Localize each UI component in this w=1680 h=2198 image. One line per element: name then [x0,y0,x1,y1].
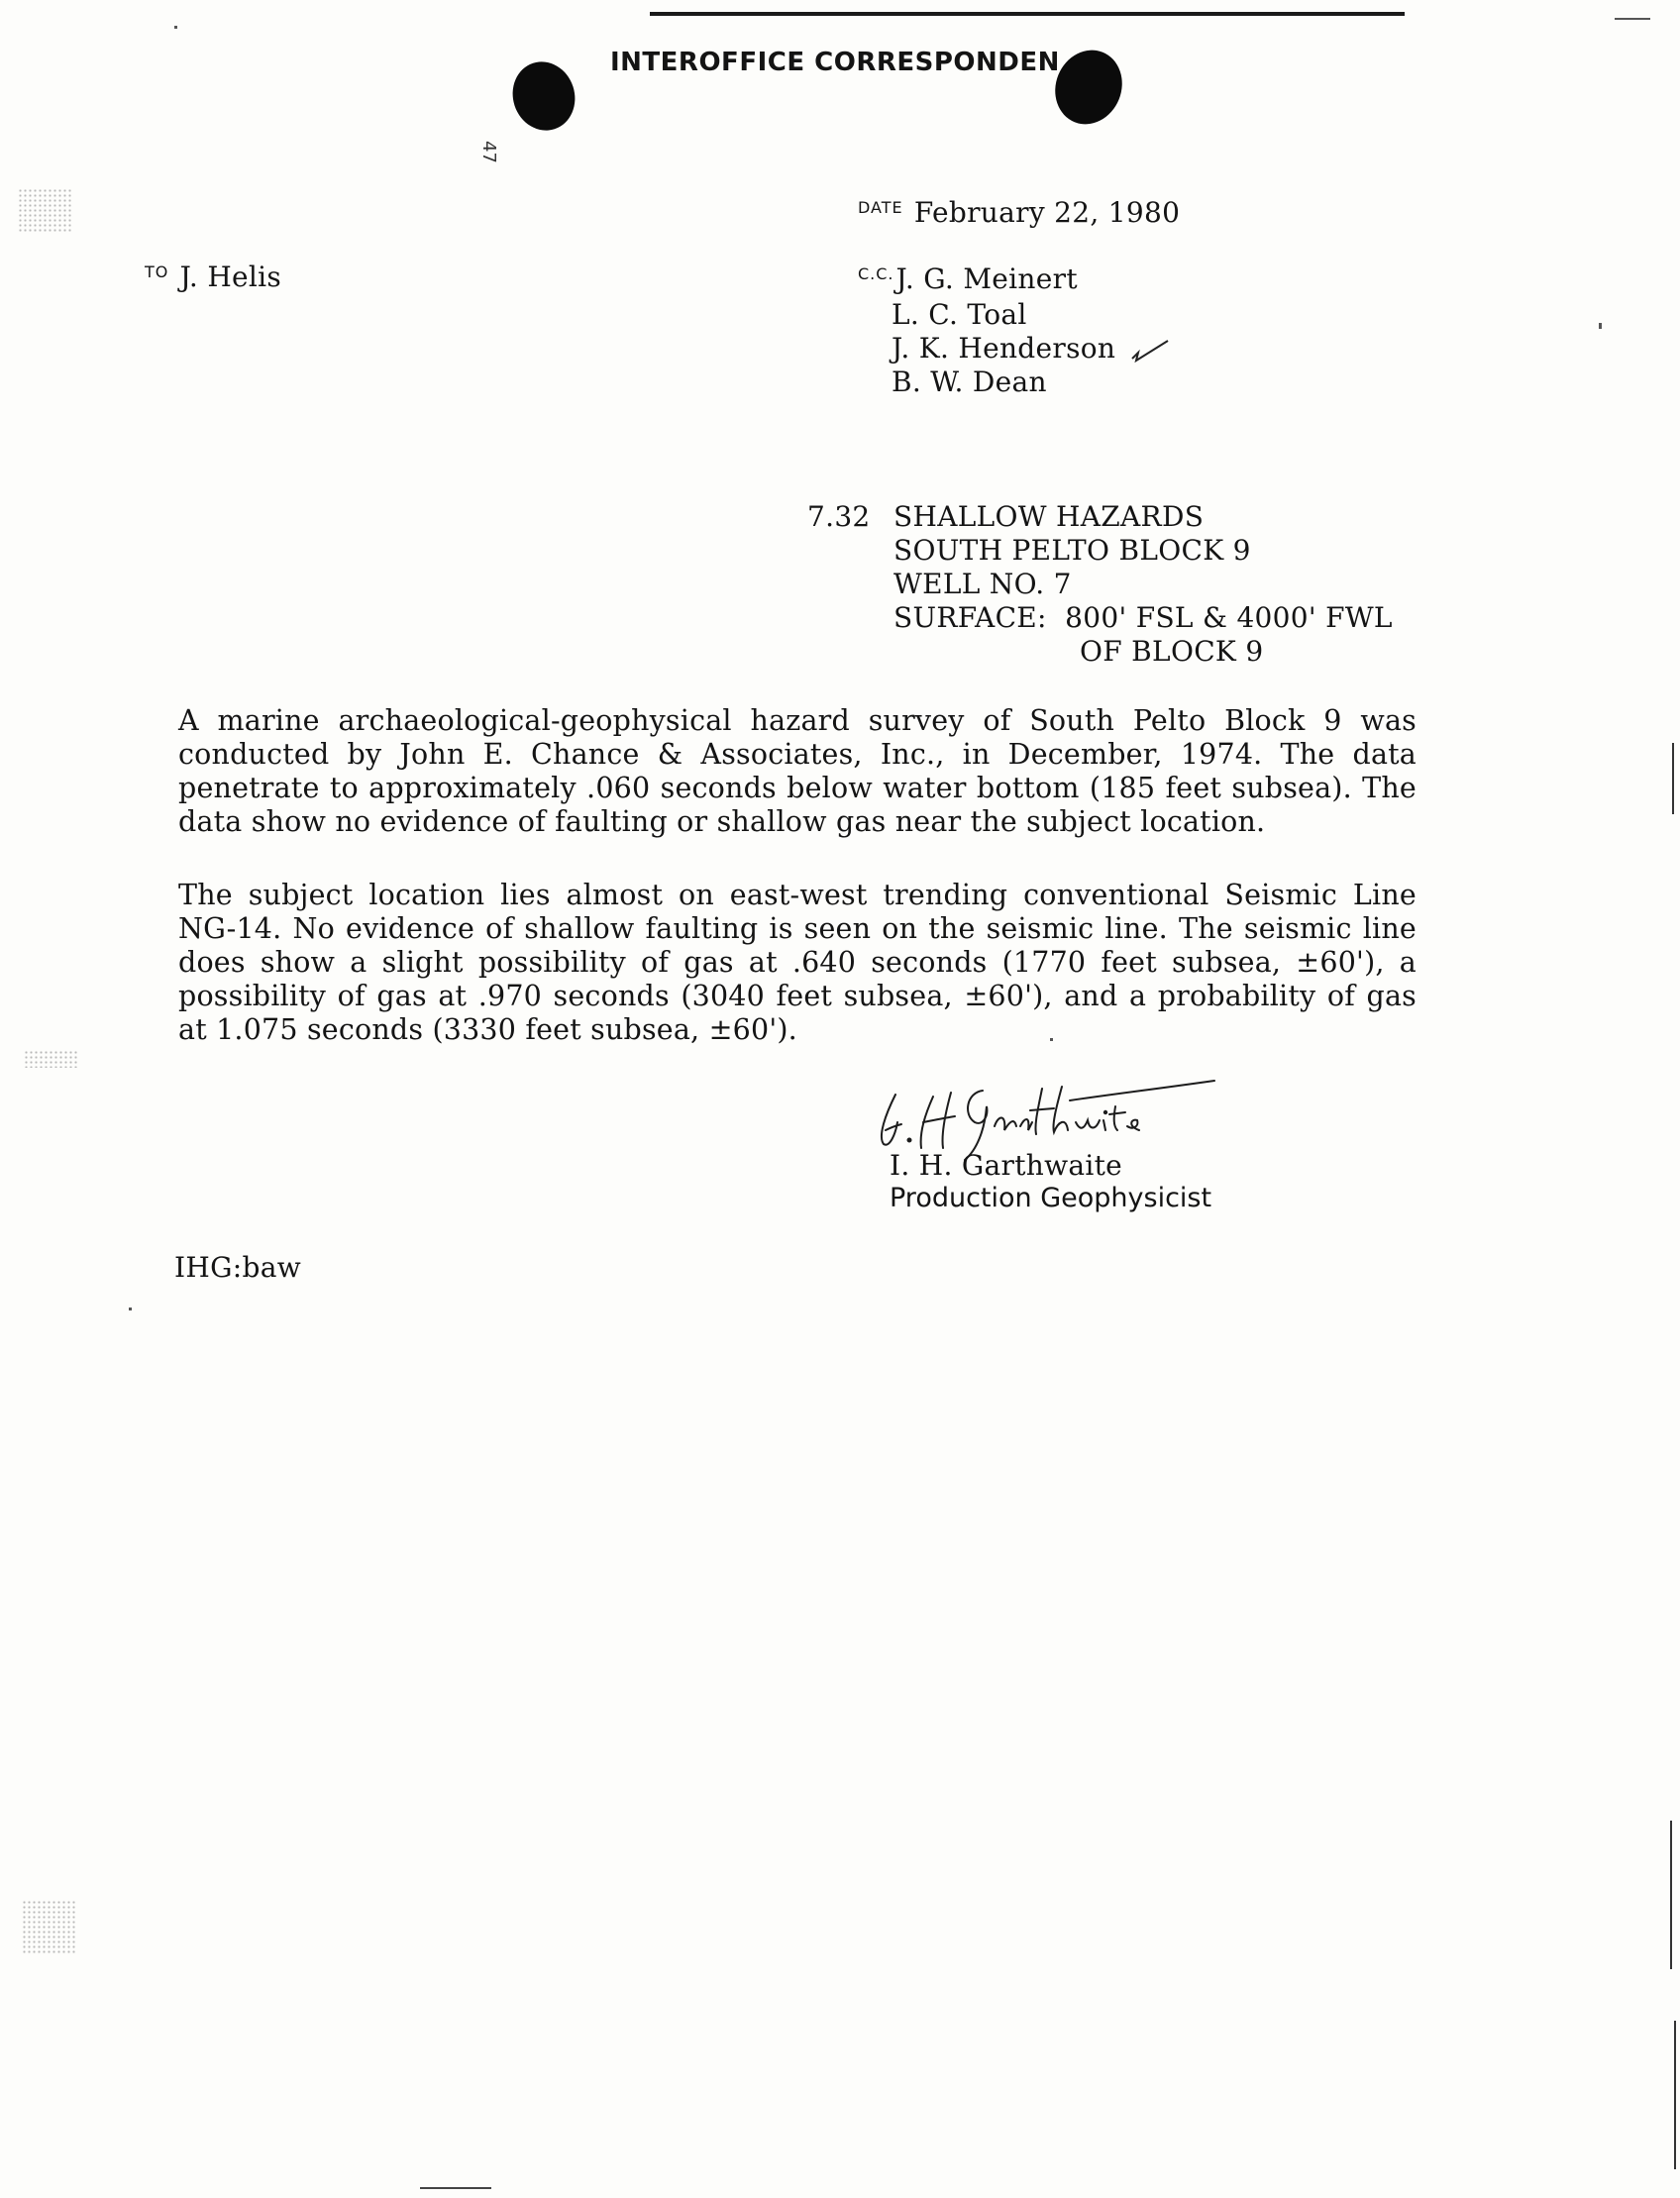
body-paragraph: A marine archaeological-geophysical hazard survey of South Pelto Block 9 was conducted by John E. Chance & Associates, Inc., in December, 1974. The data penetrate to approximately .060 seconds below water bottom (185 feet subsea). The data show no evidence of faulting or shallow gas near the subject location. [178,704,1417,838]
scan-edge-mark [1670,1821,1672,1969]
scan-noise [22,1900,75,1955]
cc-recipient: B. W. Dean [892,366,1047,398]
subject-line: SOUTH PELTO BLOCK 9 [893,534,1251,567]
top-rule-fragment [1615,18,1650,20]
cc-row [858,262,1078,295]
to-line [145,261,281,293]
date-label: DATE [858,198,903,217]
subject-line: WELL NO. 7 [893,568,1072,600]
scan-speck [1599,323,1602,329]
scan-edge-mark [1674,2021,1676,2169]
typist-initials: IHG:baw [174,1251,301,1284]
scan-noise [24,1050,77,1068]
memo-header-title: INTEROFFICE CORRESPONDEN [610,48,1060,77]
body-paragraph: The subject location lies almost on east-west trending conventional Seismic Line NG-14. No evidence of shallow faulting is seen on the seismic line. The seismic line does show a slight possibility of gas at .640 seconds (1770 feet subsea, ±60'), a possibility of gas at .970 seconds (3040 feet subsea, ±60'), and a probability of gas at 1.075 seconds (3330 feet subsea, ±60'). [178,879,1417,1046]
top-rule [650,12,1405,16]
scan-noise [18,188,71,232]
check-mark-icon [1130,339,1170,363]
subject-line: SURFACE: 800' FSL & 4000' FWL [893,601,1393,634]
subject-number: 7.32 [807,500,871,533]
punch-hole-left [504,53,584,139]
cc-recipient: J. G. Meinert [895,262,1078,295]
signer-title: Production Geophysicist [890,1183,1212,1213]
scan-speck [174,26,177,29]
bottom-rule [420,2187,491,2189]
date-value: February 22, 1980 [913,196,1181,229]
date-line [858,196,1180,229]
cc-label: C.C. [858,264,894,283]
subject-line: SHALLOW HAZARDS [893,500,1205,533]
subject-line: OF BLOCK 9 [1080,635,1264,668]
cc-recipient: L. C. Toal [892,298,1027,331]
to-value: J. Helis [179,261,282,293]
cc-row [892,332,1170,365]
page-mark: 47 [477,141,499,163]
cc-recipient: J. K. Henderson [892,332,1116,365]
scan-edge-mark [1672,743,1674,814]
scan-speck [129,1308,132,1310]
to-label: TO [145,262,169,281]
signer-name: I. H. Garthwaite [890,1149,1123,1182]
